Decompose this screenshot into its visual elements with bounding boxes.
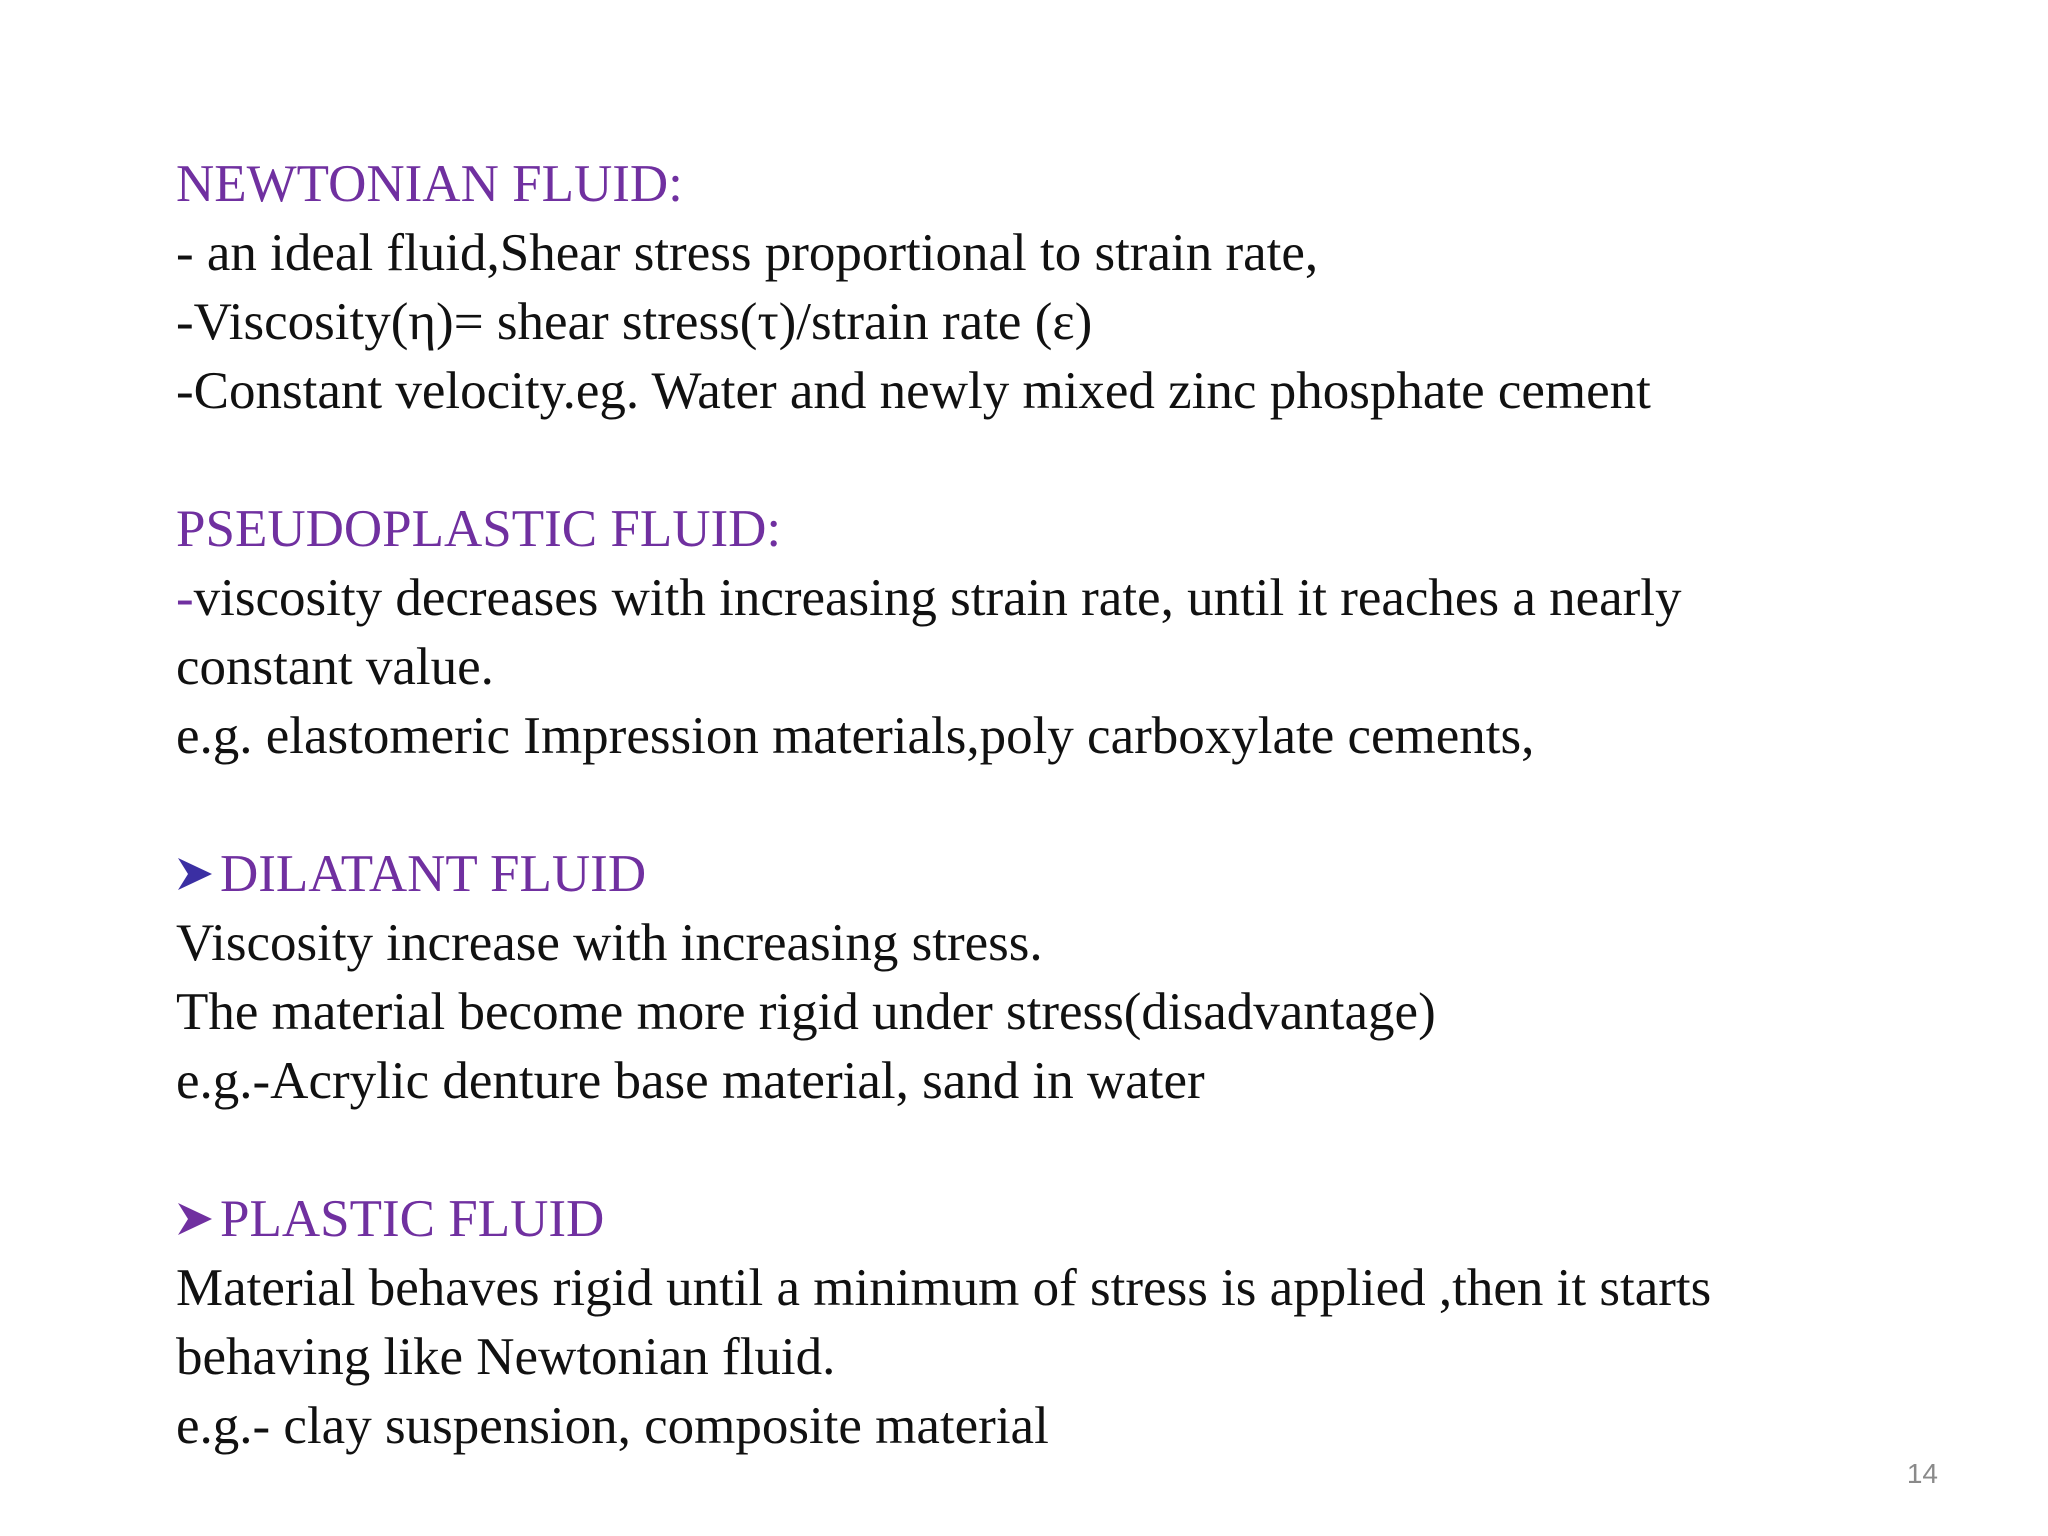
pseudoplastic-fluid-heading: PSEUDOPLASTIC FLUID:	[176, 500, 782, 558]
plastic-line-1: Material behaves rigid until a minimum of stress is applied ,then it starts	[176, 1259, 1712, 1317]
dilatant-line-2: The material become more rigid under stress(disadvantage)	[176, 983, 1436, 1041]
pseudoplastic-line-3: e.g. elastomeric Impression materials,poly carboxylate cements,	[176, 707, 1535, 765]
slide-content	[176, 150, 1876, 1461]
pseudoplastic-line-2: constant value.	[176, 638, 494, 696]
newtonian-fluid-heading: NEWTONIAN FLUID:	[176, 155, 683, 213]
dilatant-line-1: Viscosity increase with increasing stress.	[176, 914, 1043, 972]
arrow-bullet-icon	[176, 1185, 220, 1254]
pseudoplastic-fluid-section	[176, 495, 1876, 771]
plastic-fluid-heading: PLASTIC FLUID	[220, 1190, 605, 1248]
newtonian-line-3: -Constant velocity.eg. Water and newly mixed zinc phosphate cement	[176, 362, 1651, 420]
page-number: 14	[1906, 1458, 1938, 1489]
pseudoplastic-dash: -	[176, 569, 194, 627]
dilatant-fluid-heading: DILATANT FLUID	[220, 845, 647, 903]
plastic-line-2: behaving like Newtonian fluid.	[176, 1328, 836, 1386]
dilatant-fluid-heading-row	[176, 840, 1876, 909]
newtonian-line-2: -Viscosity(η)= shear stress(τ)/strain rate (ε)	[176, 293, 1093, 351]
newtonian-fluid-section	[176, 150, 1876, 426]
pseudoplastic-line-1-text: viscosity decreases with increasing strain rate, until it reaches a nearly	[193, 569, 1682, 627]
newtonian-line-1: - an ideal fluid,Shear stress proportional to strain rate,	[176, 224, 1319, 282]
arrow-bullet-icon	[176, 840, 220, 909]
plastic-fluid-section	[176, 1185, 1876, 1461]
dilatant-fluid-section	[176, 840, 1876, 1116]
dilatant-line-3: e.g.-Acrylic denture base material, sand in water	[176, 1052, 1205, 1110]
plastic-line-3: e.g.- clay suspension, composite material	[176, 1397, 1049, 1455]
pseudoplastic-line-1	[176, 564, 1876, 633]
plastic-fluid-heading-row	[176, 1185, 1876, 1254]
